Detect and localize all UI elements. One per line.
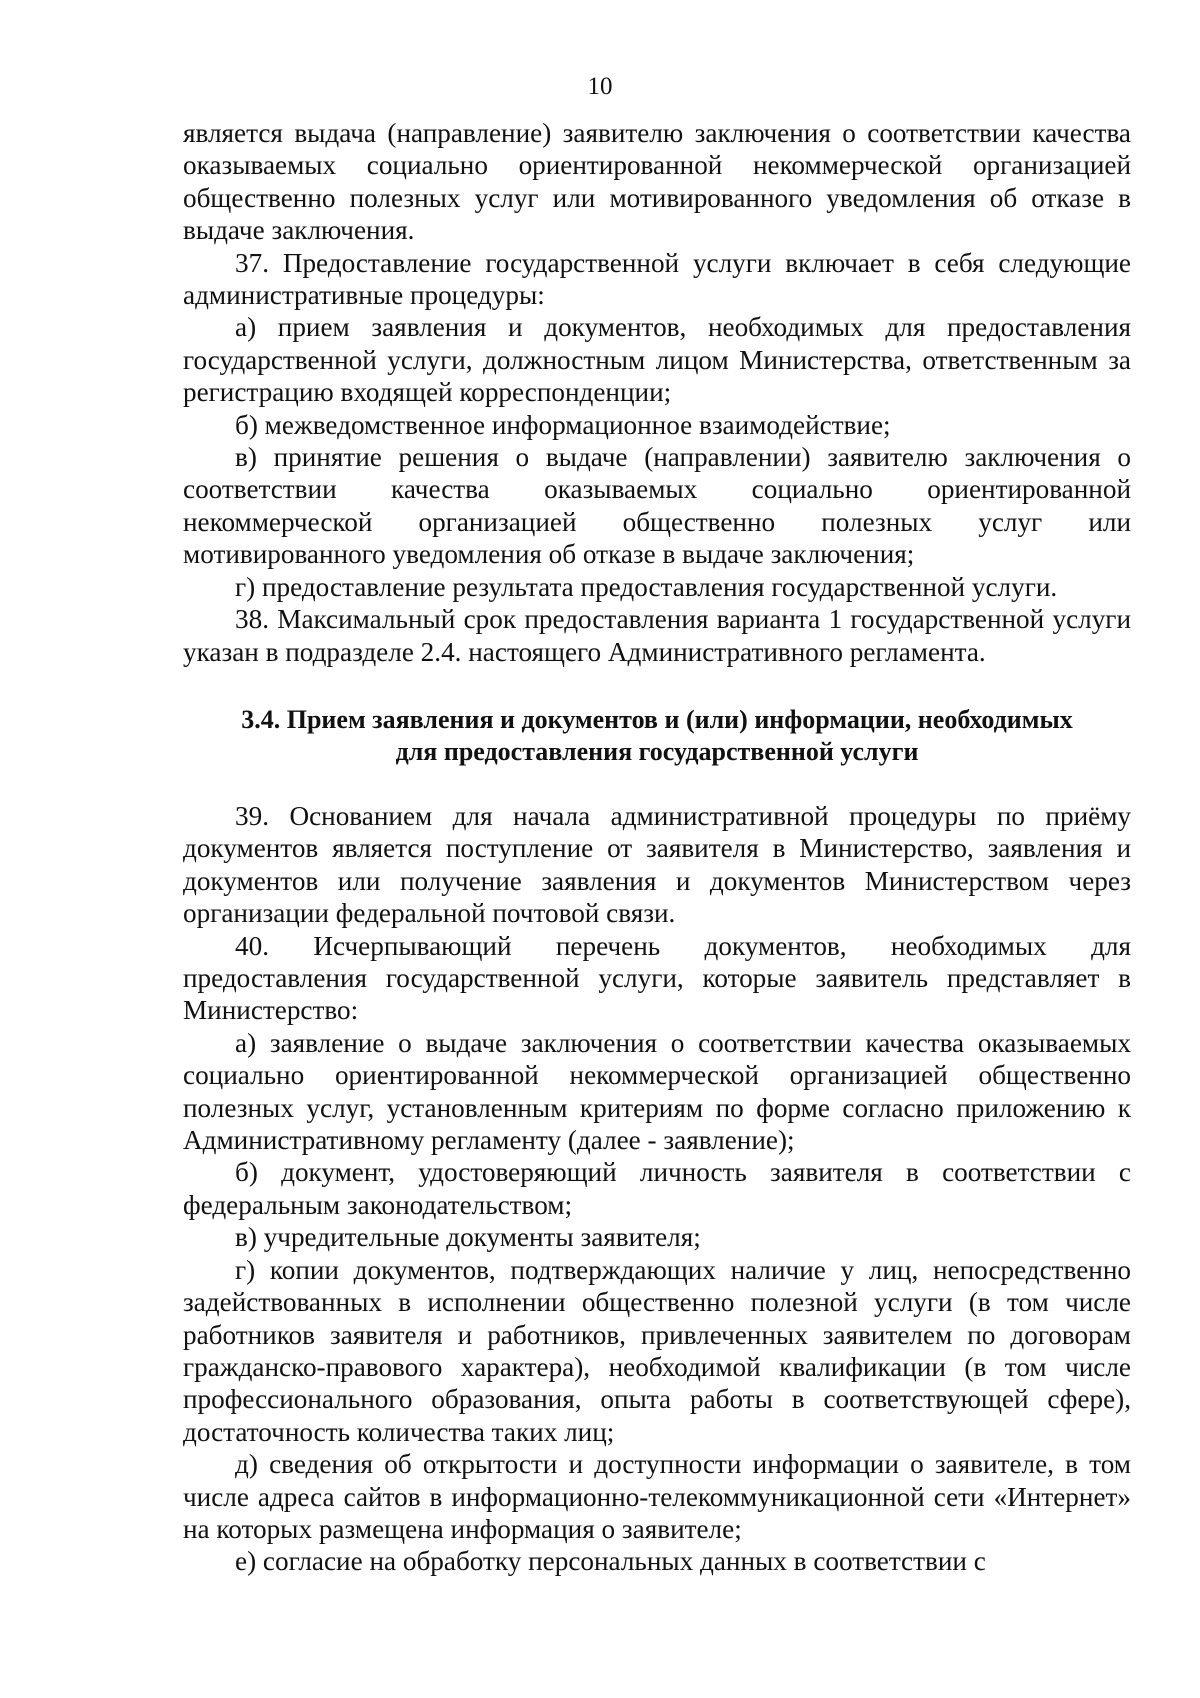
list-item-40e: д) сведения об открытости и доступности информации о заявителе, в том числе адреса сайтов в информационно-телекоммуникационной сети «Интернет» на которых размещена информация о заявителе; [183, 1449, 1131, 1544]
paragraph-continuation: является выдача (направление) заявителю заключения о соответствии качества оказываемых социально ориентированной некоммерческой организацией общественно полезных услуг или мотивированного уведомления об отказе в выдаче заключения. [183, 118, 1131, 246]
paragraph-38: 38. Максимальный срок предоставления варианта 1 государственной услуги указан в подразделе 2.4. настоящего Административного регламента. [183, 604, 1131, 667]
section-heading [183, 704, 1131, 768]
list-item-40f: е) согласие на обработку персональных данных в соответствии с [235, 1546, 986, 1577]
list-item-40c: в) учредительные документы заявителя; [235, 1222, 701, 1253]
list-item-37a: а) прием заявления и документов, необходимых для предоставления государственной услуги, должностным лицом Министерства, ответственным за регистрацию входящей корреспонденции; [183, 312, 1131, 408]
paragraph-37: 37. Предоставление государственной услуги включает в себя следующие административные процедуры: [183, 247, 1131, 311]
section-heading-line-2: для предоставления государственной услуги [395, 737, 919, 766]
list-item-37b: б) межведомственное информационное взаимодействие; [235, 409, 891, 440]
top-text-block [183, 117, 1131, 668]
paragraph-39: 39. Основанием для начала административной процедуры по приёму документов является поступление от заявителя в Министерство, заявления и документов или получение заявления и документов Министерством через организации федеральной почтовой связи. [183, 801, 1131, 929]
list-item-40a: а) заявление о выдаче заключения о соответствии качества оказываемых социально ориентированной некоммерческой организацией общественно полезных услуг, установленным критериям по форме согласно приложению к Административному регламенту (далее - заявление); [183, 1027, 1131, 1156]
section-text-block [183, 800, 1131, 1578]
list-item-40d: г) копии документов, подтверждающих наличие у лиц, непосредственно задействованных в исполнении общественно полезной услуги (в том числе работников заявителя и работников, привлеченных заявителем по договорам гражданско-правового характера), необходимой квалификации (в том числе профессионального образования, опыта работы в соответствующей сфере), достаточность количества таких лиц; [183, 1254, 1131, 1447]
section-heading-line-1: 3.4. Прием заявления и документов и (или) информации, необходимых [241, 705, 1073, 734]
paragraph-40: 40. Исчерпывающий перечень документов, необходимых для предоставления государственной услуги, которые заявитель представляет в Министерство: [183, 930, 1131, 1026]
list-item-37d: г) предоставление результата предоставления государственной услуги. [235, 571, 1058, 602]
page-number: 10 [587, 73, 613, 100]
list-item-37c: в) принятие решения о выдаче (направлении) заявителю заключения о соответствии качества оказываемых социально ориентированной некоммерческой организацией общественно полезных услуг или мотивированного уведомления об отказе в выдаче заключения; [183, 442, 1131, 570]
list-item-40b: б) документ, удостоверяющий личность заявителя в соответствии с федеральным законодательством; [183, 1157, 1131, 1220]
